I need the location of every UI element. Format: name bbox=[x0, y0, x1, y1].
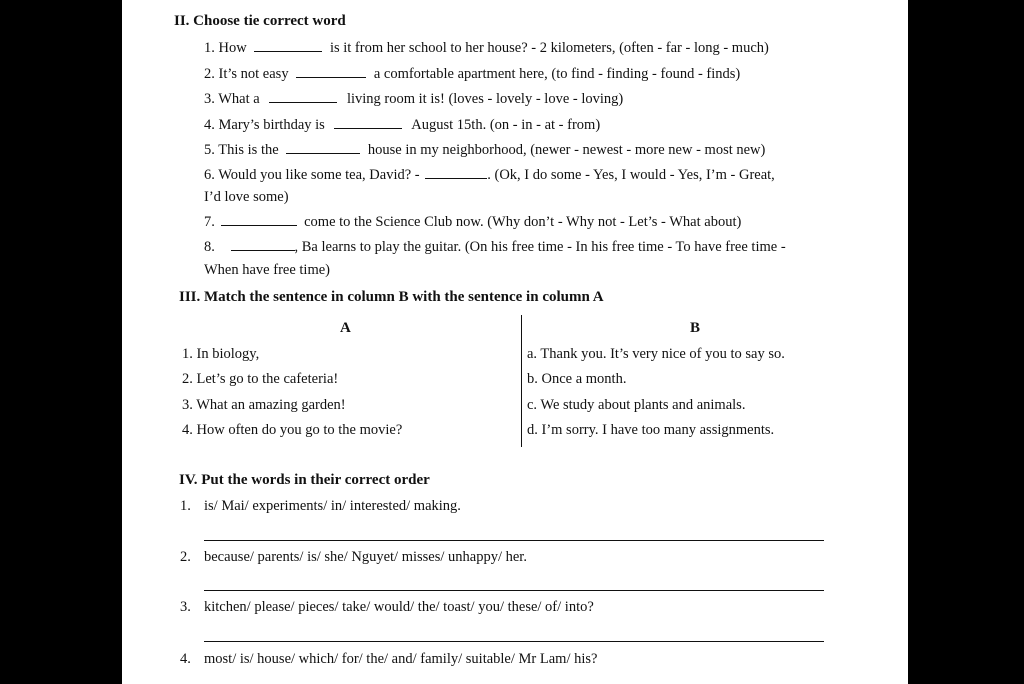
question-3-blank[interactable] bbox=[269, 90, 337, 103]
question-7-suffix: come to the Science Club now. (Why don’t - Why not - Let’s - What about) bbox=[304, 214, 742, 230]
reorder-item-2-number: 2. bbox=[180, 549, 191, 565]
question-4-prefix: 4. Mary’s birthday is bbox=[204, 117, 325, 133]
question-4-suffix: August 15th. (on - in - at - from) bbox=[411, 117, 601, 133]
question-8-continuation: When have free time) bbox=[204, 262, 330, 278]
question-2 bbox=[204, 65, 740, 83]
answer-line-2[interactable] bbox=[204, 590, 824, 591]
column-divider bbox=[521, 315, 522, 447]
question-5-prefix: 5. This is the bbox=[204, 142, 279, 158]
column-b-header: B bbox=[690, 320, 701, 336]
question-7-blank[interactable] bbox=[221, 213, 297, 226]
answer-line-1[interactable] bbox=[204, 540, 824, 541]
section4-title: IV. Put the words in their correct order bbox=[179, 472, 430, 488]
question-4-blank[interactable] bbox=[334, 116, 402, 129]
question-8-blank[interactable] bbox=[231, 238, 295, 251]
column-a-item-2: 2. Let’s go to the cafeteria! bbox=[182, 371, 339, 387]
reorder-item-1-words: is/ Mai/ experiments/ in/ interested/ making. bbox=[204, 498, 461, 514]
section2-title: II. Choose tie correct word bbox=[174, 13, 346, 29]
column-b-item-c: c. We study about plants and animals. bbox=[527, 397, 746, 413]
question-8 bbox=[204, 238, 786, 256]
reorder-item-4-words: most/ is/ house/ which/ for/ the/ and/ family/ suitable/ Mr Lam/ his? bbox=[204, 651, 598, 667]
section3-title: III. Match the sentence in column B with the sentence in column A bbox=[179, 289, 604, 305]
reorder-item-4-number: 4. bbox=[180, 651, 191, 667]
question-2-suffix: a comfortable apartment here, (to find - finding - found - finds) bbox=[373, 66, 741, 82]
column-a-header: A bbox=[340, 320, 351, 336]
column-b-item-b: b. Once a month. bbox=[527, 371, 627, 387]
question-8-suffix: , Ba learns to play the guitar. (On his free time - In his free time - To have free time - bbox=[294, 239, 786, 255]
column-a-item-3: 3. What an amazing garden! bbox=[182, 397, 346, 413]
reorder-item-3-number: 3. bbox=[180, 599, 191, 615]
question-1-prefix: 1. How bbox=[204, 40, 247, 56]
question-2-prefix: 2. It’s not easy bbox=[204, 66, 289, 82]
question-4 bbox=[204, 116, 600, 134]
question-7-prefix: 7. bbox=[204, 214, 215, 230]
column-b-item-a: a. Thank you. It’s very nice of you to say so. bbox=[527, 346, 785, 362]
reorder-item-2-words: because/ parents/ is/ she/ Nguyet/ misses/ unhappy/ her. bbox=[204, 549, 527, 565]
column-a-item-1: 1. In biology, bbox=[182, 346, 260, 362]
question-1 bbox=[204, 39, 769, 57]
question-3-prefix: 3. What a bbox=[204, 91, 260, 107]
question-6-continuation: I’d love some) bbox=[204, 189, 289, 205]
question-6-prefix: 6. Would you like some tea, David? - bbox=[204, 167, 420, 183]
question-6 bbox=[204, 166, 775, 184]
question-6-suffix: . (Ok, I do some - Yes, I would - Yes, I’m - Great, bbox=[487, 167, 775, 183]
question-3 bbox=[204, 90, 623, 108]
question-5-blank[interactable] bbox=[286, 141, 360, 154]
question-8-prefix: 8. bbox=[204, 239, 215, 255]
answer-line-3[interactable] bbox=[204, 641, 824, 642]
column-b-item-d: d. I’m sorry. I have too many assignments. bbox=[527, 422, 775, 438]
question-7 bbox=[204, 213, 741, 231]
reorder-item-3-words: kitchen/ please/ pieces/ take/ would/ the/ toast/ you/ these/ of/ into? bbox=[204, 599, 594, 615]
question-5-suffix: house in my neighborhood, (newer - newest - more new - most new) bbox=[367, 142, 766, 158]
worksheet-page bbox=[122, 0, 908, 684]
question-3-suffix: living room it is! (loves - lovely - love - loving) bbox=[346, 91, 624, 107]
question-1-suffix: is it from her school to her house? - 2 kilometers, (often - far - long - much) bbox=[329, 40, 769, 56]
question-2-blank[interactable] bbox=[296, 65, 366, 78]
column-a-item-4: 4. How often do you go to the movie? bbox=[182, 422, 403, 438]
question-6-blank[interactable] bbox=[425, 166, 487, 179]
question-1-blank[interactable] bbox=[254, 39, 322, 52]
reorder-item-1-number: 1. bbox=[180, 498, 191, 514]
question-5 bbox=[204, 141, 765, 159]
